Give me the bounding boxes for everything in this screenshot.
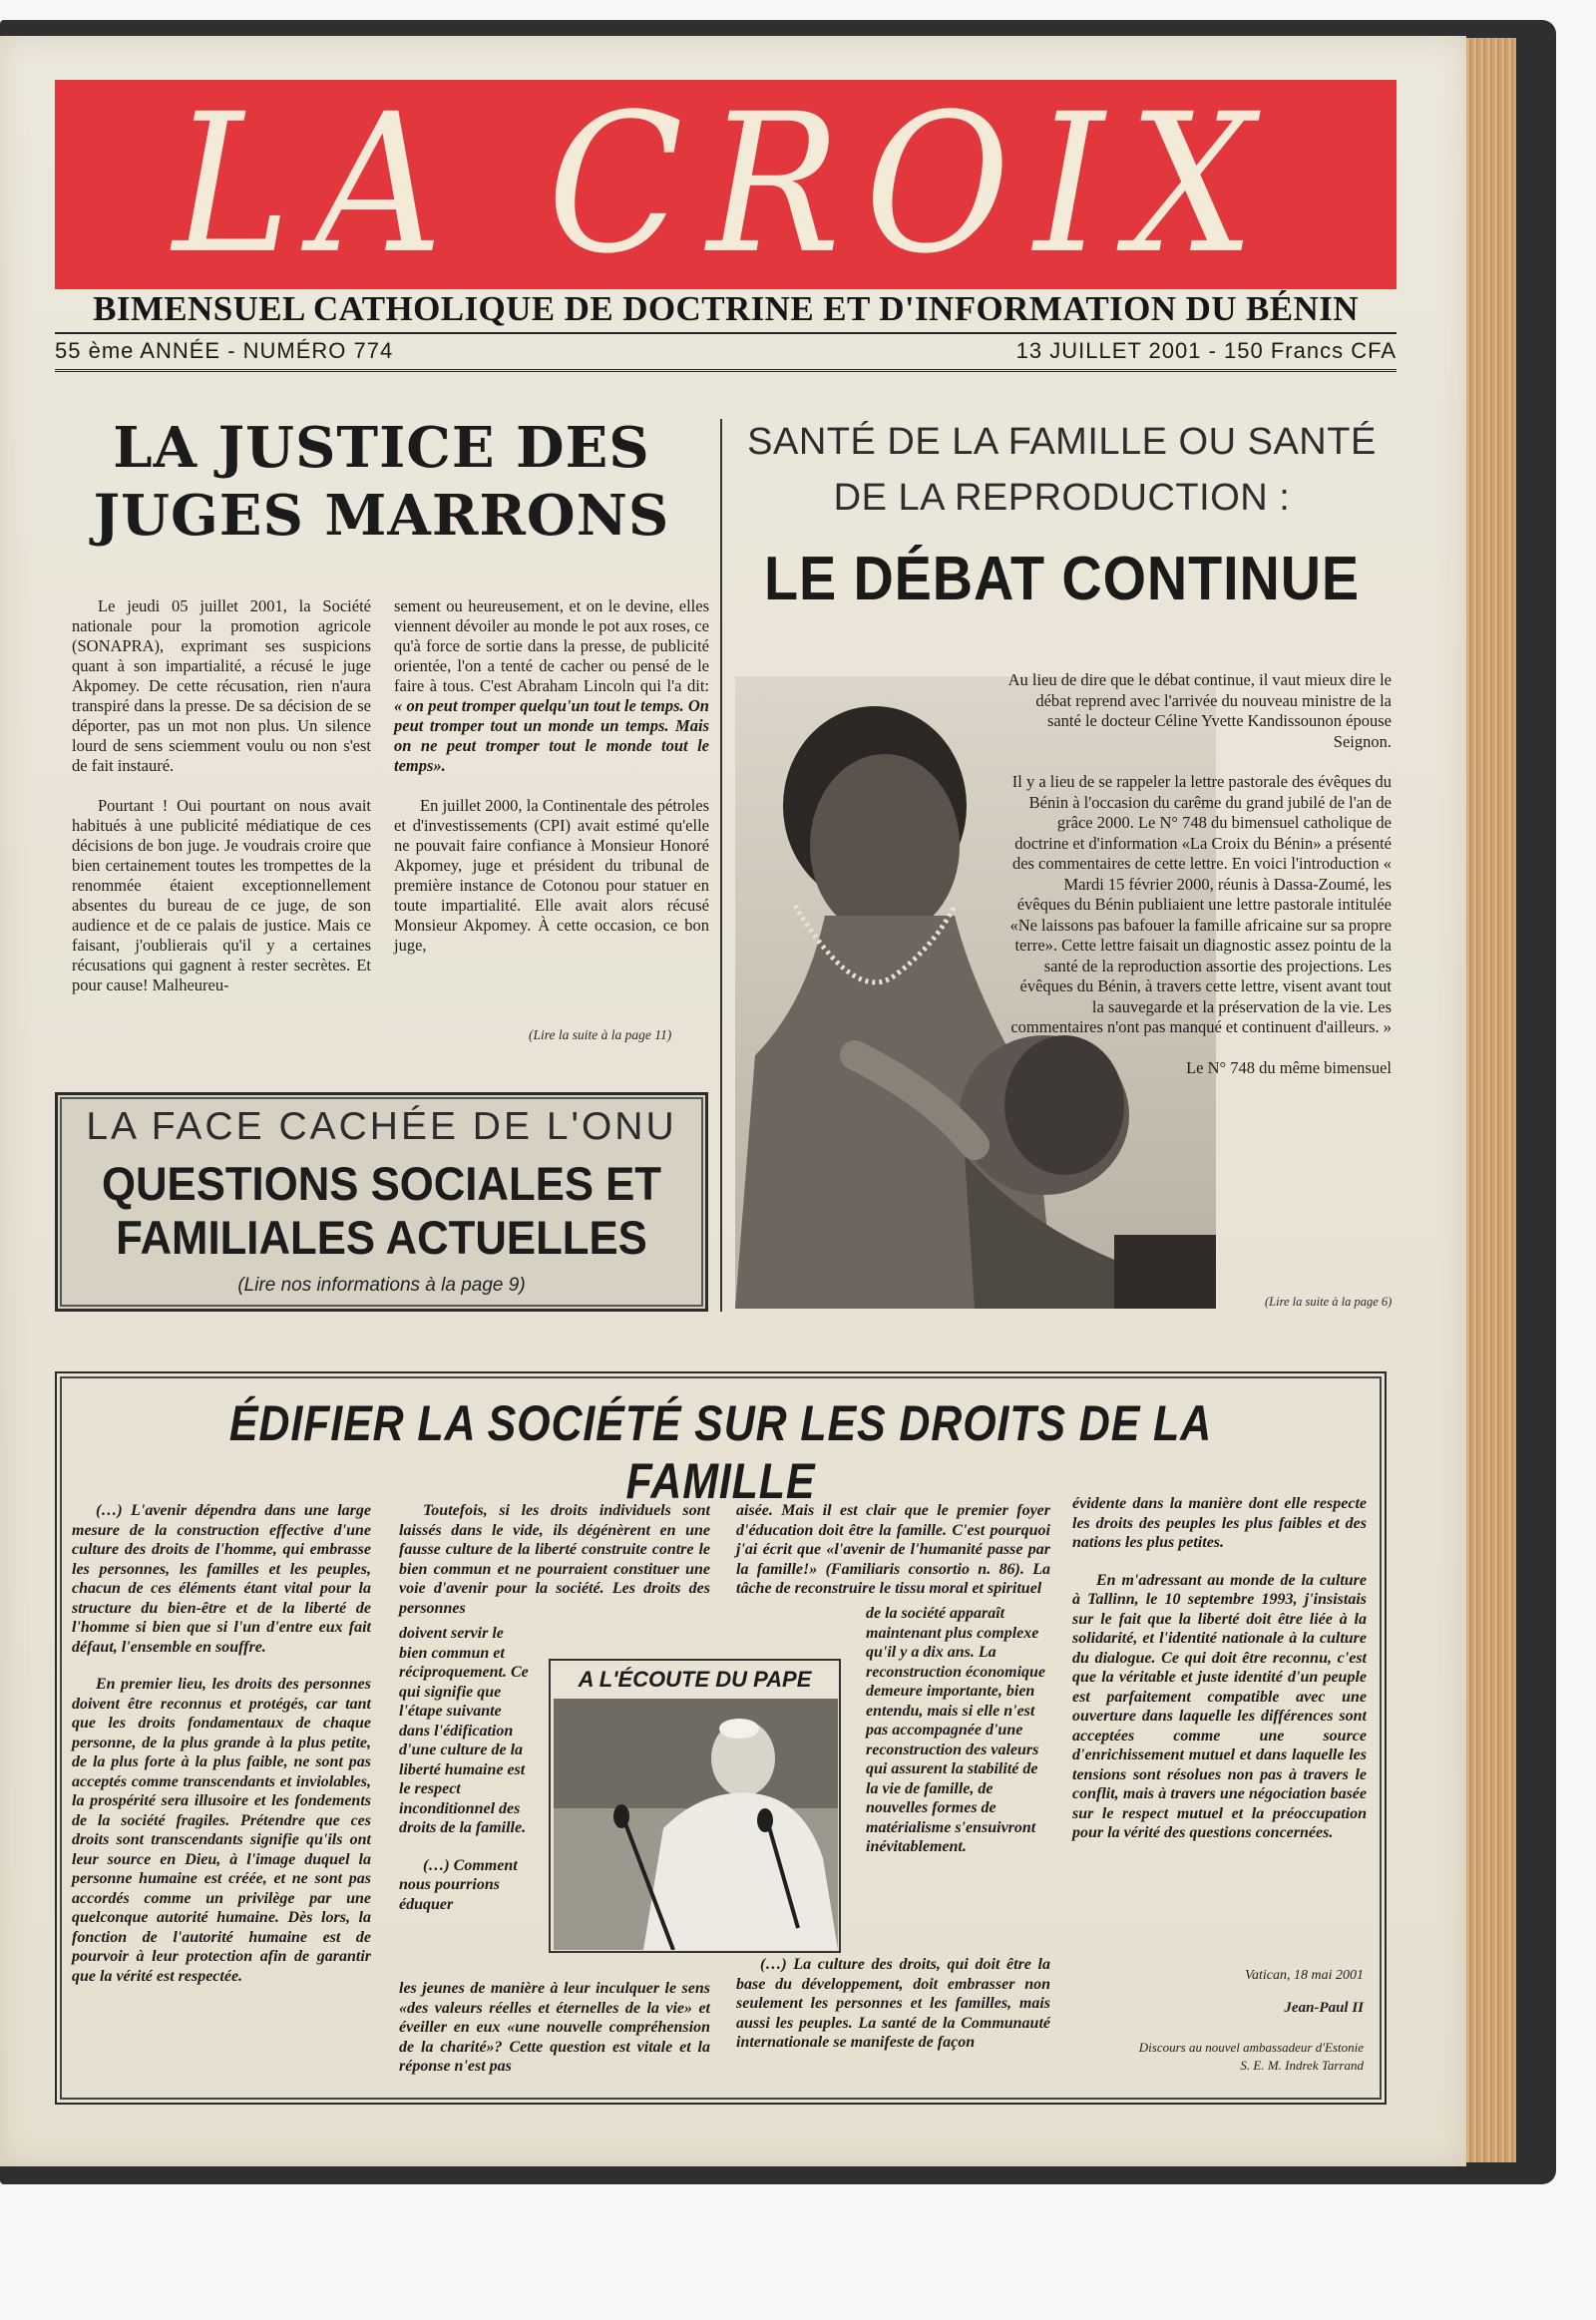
famille-column-3-top [736, 1501, 1050, 1617]
justice-paragraph: Le jeudi 05 juillet 2001, la Société nationale pour la promotion agricole (SONAPRA), exprimant ses suspicions quant à son impartialité, a récusé le juge Akpomey. De cette récusation, rien n'aura transpiré dans la presse. De sa décision de se déporter, pas un mot non plus. Un silence lourd de sens sciemment voulu ou non s'est de fait instauré. [72, 596, 371, 775]
headline-famille: ÉDIFIER LA SOCIÉTÉ SUR LES DROITS DE LA FAMILLE [228, 1395, 1213, 1509]
headline-sante: SANTÉ DE LA FAMILLE OU SANTÉ DE LA REPRODUCTION : [747, 421, 1377, 519]
source-line-2: S. E. M. Indrek Tarrand [1240, 2058, 1364, 2073]
famille-column-2-narrow [399, 1624, 529, 1932]
pope-box [549, 1659, 841, 1953]
sante-paragraph: Au lieu de dire que le débat continue, il vaut mieux dire le débat reprend avec l'arrivée du nouveau ministre de la santé le docteur Céline Yvette Kandissounon épouse Seignon. [1007, 670, 1392, 751]
pope-illustration [554, 1699, 838, 1950]
subhead-debat: LE DÉBAT CONTINUE [763, 545, 1361, 613]
sante-text [1007, 670, 1392, 1098]
famille-paragraph: (…) Comment nous pourrions éduquer [399, 1856, 518, 1913]
famille-column-3-narrow [866, 1604, 1050, 1875]
issue-date-price: 13 JUILLET 2001 - 150 Francs CFA [1015, 338, 1396, 363]
justice-paragraph: Pourtant ! Oui pourtant on nous avait habitués à une publicité médiatique de ces décisions de bon juge. Je voudrais croire que bien certainement toutes les trompettes de la renommée étaient exceptionnellement absentes du bureau de ce juge, de son audience et de ce palais de justice. Mais ce faisant, j'oublierais qu'il y a certaines récusations qui gagnent à rester secrètes. Et pour cause! Malheureu- [72, 796, 371, 994]
place-date: Vatican, 18 mai 2001 [1245, 1968, 1364, 1983]
onu-kicker: LA FACE CACHÉE DE L'ONU [86, 1105, 677, 1148]
masthead-tagline: BIMENSUEL CATHOLIQUE DE DOCTRINE ET D'INFORMATION DU BÉNIN [93, 289, 1359, 328]
newspaper-title: LA CROIX [173, 72, 1279, 296]
famille-paragraph: évidente dans la manière dont elle respecte les droits des peuples les plus faibles et des nations les plus petites. [1072, 1495, 1367, 1551]
famille-paragraph: (…) La culture des droits, qui doit être la base du développement, doit embrasser non seulement les personnes et les familles, mais aussi les peuples. La santé de la Communauté internationale se manifeste de façon [736, 1956, 1050, 2051]
justice-column-2 [394, 596, 709, 975]
famille-paragraph: doivent servir le bien commun et réciproquement. Ce qui signifie que l'étape suivante dans l'édification d'une culture de la liberté humaine est le respect inconditionnel des droits de la famille. [399, 1625, 529, 1836]
headline-justice: LA JUSTICE DES JUGES MARRONS [93, 415, 670, 549]
signature: Jean-Paul II [1284, 2000, 1364, 2016]
lincoln-quote: « on peut tromper quelqu'un tout le temps. On peut tromper tout un monde un temps. Mais on ne peut tromper tout le monde tout le temps». [394, 696, 709, 775]
onu-box [55, 1092, 708, 1312]
masthead [55, 72, 1396, 296]
column-divider [720, 419, 722, 1312]
justice-paragraph: En juillet 2000, la Continentale des pétroles et d'investissements (CPI) avait estimé qu'elle ne pouvait faire confiance à Monsieur Honoré Akpomey, juge et président du tribunal de première instance de Cotonou pour statuer en toute impartialité. Elle avait alors récusé Monsieur Akpomey. À cette occasion, ce bon juge, [394, 796, 709, 955]
justice-paragraph-text: sement ou heureusement, et on le devine, elles viennent dévoiler au monde le pot aux roses, ce qu'à force de sortie dans la presse, de publicité orientée, l'on a tenté de cacher ou pensé de le faire à tous. C'est Abraham Lincoln qui l'a dit: [394, 596, 709, 695]
source-line-1: Discours au nouvel ambassadeur d'Estonie [1138, 2040, 1364, 2055]
famille-column-2-bottom [399, 1979, 710, 2095]
justice-paragraph [394, 596, 709, 776]
pope-photo [554, 1699, 838, 1950]
pope-box-label: A L'ÉCOUTE DU PAPE [578, 1667, 812, 1692]
famille-column-3-bottom [736, 1955, 1050, 2071]
justice-column-1 [72, 596, 371, 1015]
famille-paragraph: aisée. Mais il est clair que le premier foyer d'éducation doit être la famille. C'est pourquoi j'ai écrit que «l'avenir de l'humanité passe par la famille!» (Familiaris consortio n. 86). La tâche de reconstruire le tissu moral et spirituel [736, 1502, 1050, 1597]
page-edges [1458, 38, 1516, 2162]
sante-paragraph: Le N° 748 du même bimensuel [1186, 1057, 1392, 1077]
onu-note: (Lire nos informations à la page 9) [237, 1275, 526, 1296]
famille-paragraph: Toutefois, si les droits individuels sont laissés dans le vide, ils dégénèrent en une fausse culture de la liberté construite contre le bien commun et ne pourraient constituer une voie d'avenir pour la société. Les droits des personnes [399, 1502, 710, 1617]
issue-number: 55 ème ANNÉE - NUMÉRO 774 [55, 338, 394, 363]
issue-bar [55, 332, 1396, 372]
famille-column-2-top [399, 1501, 710, 1636]
famille-paragraph: de la société apparaît maintenant plus complexe qu'il y a dix ans. La reconstruction économique demeure importante, bien entendu, mais si elle n'est pas accompagnée d'une reconstruction des valeurs qui assurent la stabilité de la vie de famille, de nouvelles formes de matérialisme s'ensuivront inévitablement. [866, 1605, 1046, 1855]
famille-column-1 [72, 1501, 371, 2004]
onu-title: QUESTIONS SOCIALES ET FAMILIALES ACTUELLES [101, 1157, 662, 1264]
sante-continued: (Lire la suite à la page 6) [1265, 1295, 1393, 1309]
famille-paragraph: En m'adressant au monde de la culture à Tallinn, le 10 septembre 1993, j'insistais sur le fait que la liberté doit être liée à la solidarité, et l'identité nationale à la culture du dialogue. Ce qui doit être reconnu, c'est que la véritable et juste identité d'un peuple est parfaitement compatible avec une ouverture dans laquelle les différences sont acceptées comme une source d'enrichissement mutuel et dans laquelle les tensions sont résolues non pas à travers le conflit, mais à travers une négociation basée sur le respect mutuel et la préoccupation pour la vérité des questions concernées. [1072, 1571, 1367, 1841]
famille-paragraph: les jeunes de manière à leur inculquer le sens «des valeurs réelles et éternelles de la vie» et éveiller en eux «une nouvelle compréhension de la charité»? Cette question est vitale et la réponse n'est pas [399, 1980, 710, 2075]
justice-continued: (Lire la suite à la page 11) [529, 1027, 672, 1042]
famille-paragraph: En premier lieu, les droits des personnes doivent être reconnus et protégés, car tant que les droits fondamentaux de chaque personne, de la plus grande à la plus petite, de la plus forte à la plus faible, ne sont pas acceptés comme transcendants et inviolables, la prospérité sera illusoire et les fondements de la société fragiles. Prétendre que ces droits sont transcendants signifie qu'ils ont leur source en Dieu, à l'image duquel la personne humaine est créée, et ne sont pas accordés comme un privilège par une quelconque autorité humaine. Dès lors, la fonction de l'autorité humaine est de pourvoir à leur protection afin de garantir que la vérité est respectée. [72, 1676, 371, 1985]
famille-column-4 [1072, 1494, 1367, 1861]
famille-paragraph: (…) L'avenir dépendra dans une large mesure de la construction effective d'une culture des droits de l'homme, qui embrasse les personnes, les familles et les peuples, chacun de ces éléments étant vital pour la structure du bien-être et de la liberté de l'homme si bien que si l'un d'entre eux fait défaut, l'ensemble en souffre. [72, 1502, 371, 1656]
sante-paragraph: Il y a lieu de se rappeler la lettre pastorale des évêques du Bénin à l'occasion du carême du grand jubilé de l'an de grâce 2000. Le N° 748 du bimensuel catholique de doctrine et d'information «La Croix du Bénin» a présenté des commentaires de cette lettre. En voici l'introduction « Mardi 15 février 2000, réunis à Dassa-Zoumé, les évêques du Bénin publiaient une lettre pastorale intitulée «Ne laissons pas bafouer la famille africaine sur sa propre terre». Cette lettre faisait un diagnostic assez pointu de la santé de la reproduction assortie des projections. Les évêques du Bénin, à travers cette lettre, visent avant tout la sauvegarde et la préservation de la vie. Les commentaires n'ont pas manqué et continuent d'ailleurs. » [1009, 772, 1392, 1036]
